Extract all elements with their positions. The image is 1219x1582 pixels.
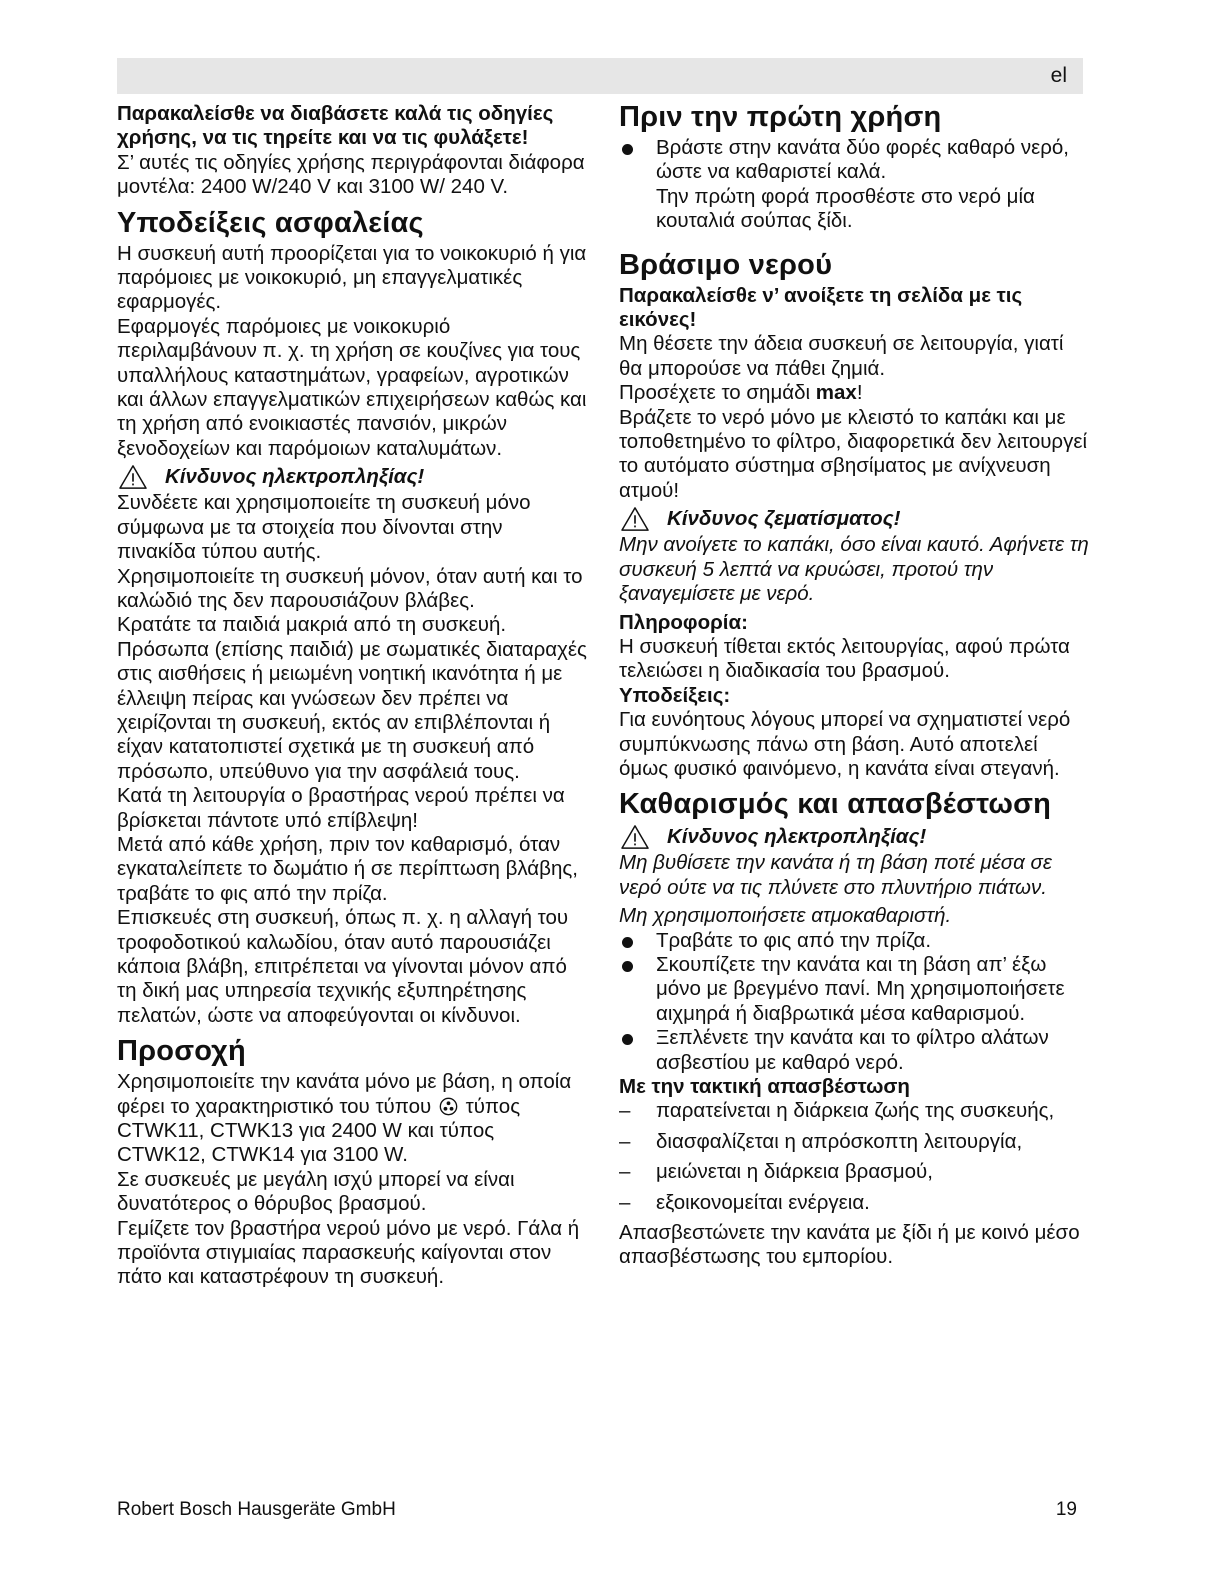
safety-paragraph: Χρησιμοποιείτε τη συσκευή μόνον, όταν αυτή και το καλώδιό της δεν παρουσιάζουν βλάβες. (117, 564, 583, 612)
info-title: Πληροφορία: (619, 610, 748, 634)
boiling-title: Βράσιμο νερού (619, 248, 833, 281)
list-item: – παρατείνεται η διάρκεια ζωής της συσκευής, (619, 1099, 1089, 1123)
base-symbol-icon (439, 1097, 458, 1116)
electric-warning (117, 463, 587, 490)
cleaning-italic-1: Μη βυθίσετε την κανάτα ή τη βάση ποτέ μέσα σε νερό ούτε να τις πλύνετε στο πλυντήριο πιάτων. (619, 851, 1052, 899)
scald-text: Μην ανοίγετε το καπάκι, όσο είναι καυτό. Αφήνετε τη συσκευή 5 λεπτά να κρυώσει, προτού την ξαναγεμίσετε με νερό. (619, 533, 1089, 606)
boiling-p1: Μη θέσετε την άδεια συσκευή σε λειτουργία, γιατί θα μπορούσε να πάθει ζημιά. (619, 332, 1064, 380)
caution-p1: Χρησιμοποιείτε την κανάτα μόνο με βάση, η οποία φέρει το χαρακτηριστικό του τύπου τύπος CTWK11, CTWK13 για 2400 W και τύπος CTWK12, CTWK14 για 3100 W. (117, 1070, 572, 1167)
cleaning-title: Καθαρισμός και απασβέστωση (619, 788, 1052, 821)
footer-company: Robert Bosch Hausgeräte GmbH (117, 1499, 396, 1520)
list-item: Βράστε στην κανάτα δύο φορές καθαρό νερό, ώστε να καθαριστεί καλά. Την πρώτη φορά προσθέστε στο νερό μία κουταλιά σούπας ξίδι. (619, 136, 1089, 234)
first-use-title: Πριν την πρώτη χρήση (619, 101, 942, 133)
warning-triangle-icon (619, 824, 651, 850)
language-code: el (1050, 64, 1067, 87)
caution-p3: Γεμίζετε τον βραστήρα νερού μόνο με νερό. Γάλα ή προϊόντα στιγμιαίας παρασκευής καίγονται στον πάτο και καταστρέφουν τη συσκευή. (117, 1216, 580, 1289)
cleaning-italic-2: Μη χρησιμοποιήσετε ατμοκαθαριστή. (619, 904, 952, 928)
warning-triangle-icon (117, 464, 149, 490)
boiling-bold: Παρακαλείσθε ν’ ανοίξετε τη σελίδα με τις εικόνες! (619, 283, 1023, 332)
safety-title: Υποδείξεις ασφαλείας (117, 206, 424, 239)
descale-title: Με την τακτική απασβέστωση (619, 1075, 910, 1098)
notes-text: Για ευνόητους λόγους μπορεί να σχηματιστεί νερό συμπύκνωσης πάνω στη βάση. Αυτό αποτελεί όμως φυσικό φαινόμενο, η κανάτα είναι στεγανή. (619, 708, 1071, 780)
list-item: – μειώνεται η διάρκεια βρασμού, (619, 1160, 1089, 1184)
cleaning-warning (619, 823, 1089, 850)
list-item: – εξοικονομείται ενέργεια. (619, 1191, 1089, 1215)
boiling-p3: Βράζετε το νερό μόνο με κλειστό το καπάκι και με τοποθετημένο το φίλτρο, διαφορετικά δεν λειτουργεί το αυτόματο σύστημα σβησίματος με ανίχνευση ατμού! (619, 405, 1088, 502)
language-bar (117, 58, 1083, 94)
caution-title: Προσοχή (117, 1035, 246, 1068)
list-item: Ξεπλένετε την κανάτα και το φίλτρο αλάτων ασβεστίου με καθαρό νερό. (619, 1026, 1089, 1075)
list-item: Σκουπίζετε την κανάτα και τη βάση απ’ έξω μόνο με βρεγμένο πανί. Μη χρησιμοποιήσετε αιχμηρά ή διαβρωτικά μέσα καθαρισμού. (619, 953, 1089, 1026)
cleaning-warning-text: Κίνδυνος ηλεκτροπληξίας! (667, 825, 927, 849)
list-item: Τραβάτε το φις από την πρίζα. (619, 929, 1089, 953)
safety-paragraph: Κατά τη λειτουργία ο βραστήρας νερού πρέπει να βρίσκεται πάντοτε υπό επίβλεψη! (117, 784, 565, 832)
safety-paragraph: Κρατάτε τα παιδιά μακριά από τη συσκευή. (117, 613, 507, 637)
list-item: – διασφαλίζεται η απρόσκοπτη λειτουργία, (619, 1130, 1089, 1154)
caution-p2: Σε συσκευές με μεγάλη ισχύ μπορεί να είναι δυνατότερος ο θόρυβος βρασμού. (117, 1167, 515, 1216)
safety-paragraph: Μετά από κάθε χρήση, πριν τον καθαρισμό, όταν εγκαταλείπετε το δωμάτιο ή σε περίπτωση βλάβης, τραβάτε το φις από την πρίζα. (117, 832, 578, 905)
intro-text: Σ’ αυτές τις οδηγίες χρήσης περιγράφονται διάφορα μοντέλα: 2400 W/240 V και 3100 W/ 240 V. (117, 150, 585, 199)
electric-warning-text: Κίνδυνος ηλεκτροπληξίας! (165, 465, 425, 489)
scald-warning (619, 505, 1089, 532)
safety-paragraph: Συνδέετε και χρησιμοποιείτε τη συσκευή μόνο σύμφωνα με τα στοιχεία που δίνονται στην πινακίδα τύπου αυτής. (117, 491, 531, 564)
descale-final: Απασβεστώνετε την κανάτα με ξίδι ή με κοινό μέσο απασβέστωσης του εμπορίου. (619, 1221, 1080, 1269)
page-number: 19 (1055, 1499, 1077, 1520)
page-footer (117, 1499, 1077, 1521)
safety-paragraph: Πρόσωπα (επίσης παιδιά) με σωματικές διαταραχές στις αισθήσεις ή μειωμένη νοητική ικανότητα ή με έλλειψη πείρας και γνώσεων δεν πρέπει να χειρίζονται τη συσκευή, εκτός αν επιβλέπονται ή είχαν κατατοπιστεί σχετικά με τη συσκευή από πρόσωπο, υπεύθυνο για την ασφάλειά τους. (117, 637, 587, 783)
safety-p2: Εφαρμογές παρόμοιες με νοικοκυριό περιλαμβάνουν π. χ. τη χρήση σε κουζίνες για τους υπαλλήλους καταστημάτων, γραφείων, αγροτικών και άλλων επαγγελματικών επιχειρήσεων καθώς και τη χρήση από ενοικιαστές πανσιόν, μικρών ξενοδοχείων και παρόμοιων καταλυμάτων. (117, 314, 587, 460)
info-text: Η συσκευή τίθεται εκτός λειτουργίας, αφού πρώτα τελειώσει η διαδικασία του βρασμού. (619, 634, 1070, 683)
warning-triangle-icon (619, 506, 651, 532)
intro-bold: Παρακαλείσθε να διαβάσετε καλά τις οδηγίες χρήσης, να τις τηρείτε και να τις φυλάξετε! (117, 102, 554, 150)
boiling-p2: Προσέχετε το σημάδι max! (619, 381, 863, 405)
safety-paragraph: Επισκευές στη συσκευή, όπως π. χ. η αλλαγή του τροφοδοτικού καλωδίου, όταν αυτό παρουσιάζει κάποια βλάβη, επιτρέπεται να γίνονται μόνον από τη δική μας υπηρεσία τεχνικής εξυπηρέτησης πελατών, ώστε να αποφεύγονται οι κίνδυνοι. (117, 906, 569, 1027)
safety-p1: Η συσκευή αυτή προορίζεται για το νοικοκυριό ή για παρόμοιες με νοικοκυριό, μη επαγγελματικές εφαρμογές. (117, 241, 587, 314)
descale-list (619, 1099, 1089, 1215)
first-use-list (619, 136, 1089, 234)
notes-title: Υποδείξεις: (619, 683, 731, 707)
right-column (619, 102, 1089, 1270)
scald-warning-text: Κίνδυνος ζεματίσματος! (667, 507, 901, 531)
left-column (117, 102, 587, 1290)
cleaning-list (619, 929, 1089, 1075)
